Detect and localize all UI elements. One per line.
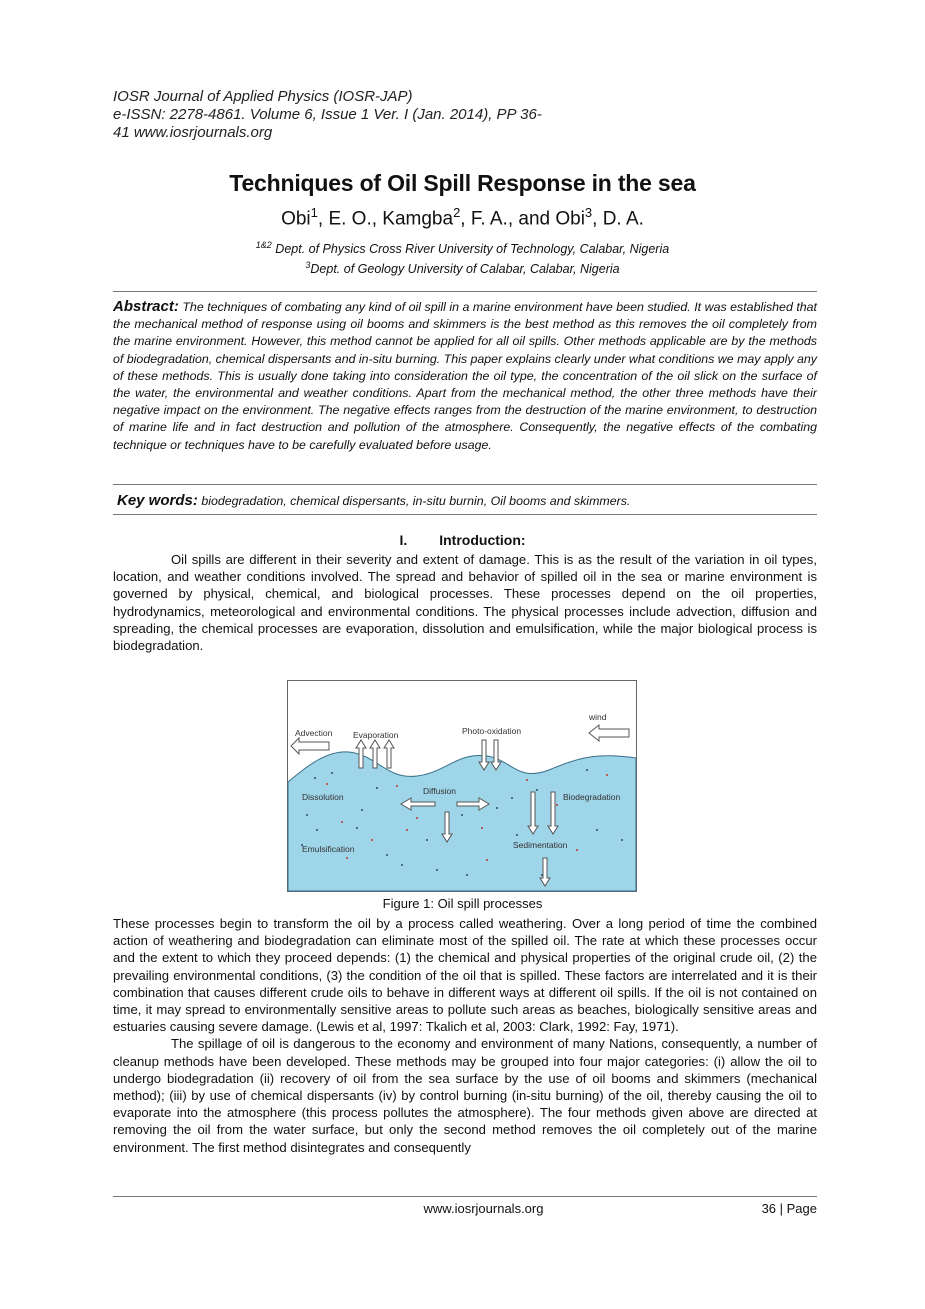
author-superscript: 2 <box>453 205 461 220</box>
abstract-label: Abstract: <box>113 298 179 315</box>
keywords-text: biodegradation, chemical dispersants, in-situ burnin, Oil booms and skimmers. <box>201 494 631 508</box>
author-name: Obi <box>281 208 311 230</box>
divider <box>113 514 817 515</box>
author-name: , F. A., and Obi <box>460 208 585 230</box>
sea-water <box>288 752 636 891</box>
paragraph-text: These processes begin to transform the oil by a process called weathering. Over a long period of time the combined action of weathering and biodegradation can eliminate most of the spilled oil. The rate at which these processes occur and the extent to which they proceed depends: (1) the chemical and physical properties of the original crude oil, (2) the prevailing environmental conditions, (3) the condition of the oil that is spilled. These factors are interrelated and it is their combination that causes different crude oils to behave in different ways at different oil spills. If the oil is not contained on time, it may spread to environmentally sensitive areas to pollute such areas as beaches, biologically sensitive areas and estuaries causing severe damage. (Lewis et al, 1997: Tkalich et al, 2003: Clark, 1992: Fay, 1971). <box>113 916 817 1035</box>
intro-paragraphs-continued <box>113 915 817 1156</box>
label-evaporation: Evaporation <box>353 730 399 740</box>
evaporation-arrows-icon <box>356 740 394 768</box>
author-superscript: 3 <box>584 205 593 220</box>
footer-page-number: 36 | Page <box>761 1201 817 1216</box>
affiliation-superscript: 3 <box>305 260 311 270</box>
paragraph-text: The spillage of oil is dangerous to the economy and environment of many Nations, consequently, a number of cleanup methods have been developed. These methods may be grouped into four major categories: (i) allow the oil to undergo biodegradation (ii) recovery of oil from the sea surface by the use of oil booms and skimmers (mechanical method); (iii) by use of chemical dispersants (iv) by control burning (in-situ burning) of the oil, thereby causing the oil to evaporate into the atmosphere (this process pollutes the atmosphere). The four methods given above are directed at removing the oil from the water surface, but only the second method removes the oil completely out of the marine environment. The first method disintegrates and consequently <box>113 1036 817 1155</box>
section-heading <box>0 532 925 548</box>
journal-line-3: 41 www.iosrjournals.org <box>113 124 273 141</box>
author-name: , E. O., Kamgba <box>317 208 454 230</box>
divider <box>113 291 817 292</box>
footer-divider <box>113 1196 817 1197</box>
label-diffusion: Diffusion <box>423 786 456 796</box>
oil-spill-processes-figure <box>287 680 637 892</box>
label-biodegradation: Biodegradation <box>563 792 621 802</box>
keywords-label: Key words: <box>117 492 198 509</box>
author-name: , D. A. <box>592 208 644 230</box>
label-wind: wind <box>589 712 607 722</box>
abstract-text: The techniques of combating any kind of oil spill in a marine environment have been studied. It was established that the mechanical method of response using oil booms and skimmers is the best method as this removes the oil completely from the marine environment. However, this method cannot be applied for all oil spills. Other methods applicable are by the methods of biodegradation, chemical dispersants and in-situ burning. This paper explains clearly under what conditions we may apply any of these methods. This is usually done taking into consideration the oil type, the concentration of the oil slick on the surface of the water, the environmental and weather conditions. Apart from the mechanical method, the other three methods have their negative impact on the environment. The negative effects ranges from the destruction of the marine environment, to destruction of marine life and in fact destruction and pollution of the atmosphere. Consequently, the negative effects of the combating technique or techniques have to be carefully evaluated before usage. <box>113 300 817 452</box>
keywords <box>117 492 817 509</box>
journal-header <box>113 88 583 142</box>
label-sedimentation: Sedimentation <box>513 840 568 850</box>
paragraph-text: Oil spills are different in their severity and extent of damage. This is as the result of the variation in oil types, location, and weather conditions involved. The spread and behavior of spilled oil in the sea or marine environment is governed by physical, chemical, and biological processes. These processes depend on the oil properties, hydrodynamics, meteorological and environmental conditions. The physical processes include advection, diffusion and spreading, the chemical processes are evaporation, dissolution and emulsification, while the major biological process is biodegradation. <box>113 552 817 654</box>
label-dissolution: Dissolution <box>302 792 344 802</box>
journal-line-2: e-ISSN: 2278-4861. Volume 6, Issue 1 Ver. I (Jan. 2014), PP 36- <box>113 106 542 123</box>
author-list <box>0 205 925 230</box>
section-title: Introduction: <box>439 532 526 548</box>
label-emulsification: Emulsification <box>302 844 355 854</box>
journal-line-1: IOSR Journal of Applied Physics (IOSR-JAP) <box>113 88 413 105</box>
divider <box>113 484 817 485</box>
figure-caption: Figure 1: Oil spill processes <box>382 896 543 911</box>
section-number: I. <box>399 532 408 548</box>
affiliation-1 <box>0 240 925 256</box>
label-advection: Advection <box>295 728 333 738</box>
paper-title: Techniques of Oil Spill Response in the sea <box>229 170 696 196</box>
affiliation-text: Dept. of Geology University of Calabar, Calabar, Nigeria <box>310 262 620 277</box>
intro-paragraph-1 <box>113 551 817 654</box>
affiliation-superscript: 1&2 <box>255 240 272 250</box>
abstract <box>113 298 817 454</box>
author-superscript: 1 <box>310 205 318 220</box>
label-photo-oxidation: Photo-oxidation <box>462 726 522 736</box>
affiliation-2 <box>0 260 925 276</box>
affiliation-text: Dept. of Physics Cross River University of Technology, Calabar, Nigeria <box>271 242 670 257</box>
footer-url: www.iosrjournals.org <box>423 1201 544 1216</box>
